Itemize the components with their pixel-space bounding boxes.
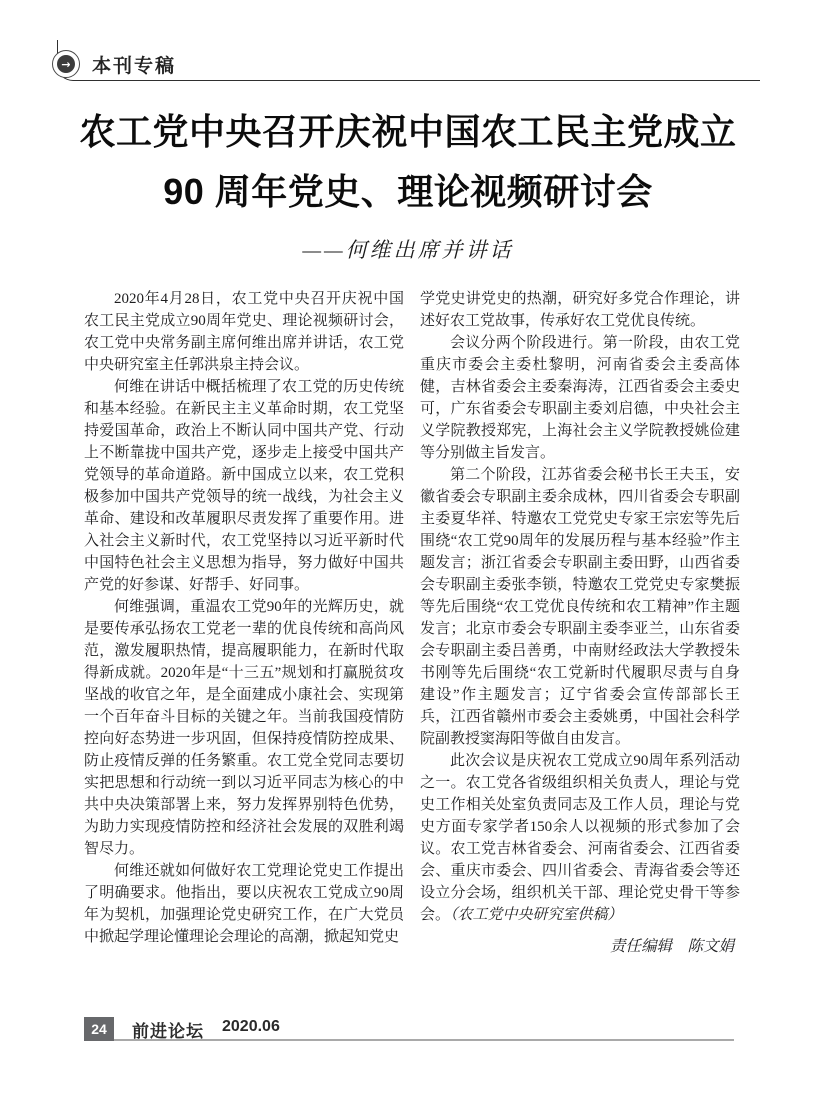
article-subtitle: ——何维出席并讲话 — [302, 238, 514, 262]
paragraph: 何维在讲话中概括梳理了农工党的历史传统和基本经验。在新民主主义革命时期，农工党坚持爱国革命，政治上不断认同中国共产党、行动上不断靠拢中国共产党，逐步走上接受中国共产党领导的革命道路。新中国成立以来，农工党积极参加中国共产党领导的统一战线，为社会主义革命、建设和改革履职尽责发挥了重要作用。进入社会主义新时代，农工党坚持以习近平新时代中国特色社会主义思想为指导，努力做好中国共产党的好参谋、好帮手、好同事。 — [84, 379, 404, 593]
footer-rule — [114, 1039, 734, 1041]
page-number-box — [84, 1017, 114, 1041]
paragraph: 此次会议是庆祝农工党成立90周年系列活动之一。农工党各省级组织相关负责人，理论与党史工作相关处室负责同志及工作人员，理论与党史方面专家学者150余人以视频的形式参加了会议。农工党吉林省委会、河南省委会、江西省委会、重庆市委会、四川省委会、青海省委会等还设立分会场，组织机关干部、理论党史骨干等参会。（农工党中央研究室供稿） — [420, 753, 740, 923]
editor-byline: 责任编辑 陈文娟 — [609, 938, 734, 955]
journal-name: 前进论坛 — [132, 1022, 204, 1041]
contribution-note: （农工党中央研究室供稿） — [450, 907, 623, 923]
paragraph: 何维强调，重温农工党90年的光辉历史，就是要传承弘扬农工党老一辈的优良传统和高尚风范，激发履职热情，提高履职能力，在新时代取得新成就。2020年是“十三五”规划和打赢脱贫攻坚战的收官之年，是全面建成小康社会、实现第一个百年奋斗目标的关键之年。当前我国疫情防控向好态势进一步巩固，但保持疫情防控成果、防止疫情反弹的任务繁重。农工党全党同志要切实把思想和行动统一到以习近平同志为核心的中共中央决策部署上来，努力发挥界别特色优势，为助力实现疫情防控和经济社会发展的双胜利竭智尽力。 — [84, 599, 404, 857]
title-block — [40, 102, 776, 264]
left-column — [84, 288, 404, 1020]
header-bar — [0, 48, 816, 82]
article-title-line1: 农工党中央召开庆祝中国农工民主党成立 — [79, 111, 737, 152]
arrow-right-circle-icon: → — [52, 50, 80, 78]
article-title-line2: 90 周年党史、理论视频研讨会 — [163, 171, 653, 212]
paragraph: 第二个阶段，江苏省委会秘书长王夫玉，安徽省委会专职副主委余成林，四川省委会专职副主委夏华祥、特邀农工党党史专家王宗宏等先后围绕“农工党90周年的发展历程与基本经验”作主题发言；浙江省委会专职副主委田野，山西省委会专职副主委张李锁，特邀农工党党史专家樊振等先后围绕“农工党优良传统和农工精神”作主题发言；北京市委会专职副主委李亚兰，山东省委会专职副主委吕善勇，中南财经政法大学教授朱书刚等先后围绕“农工党新时代履职尽责与自身建设”作主题发言；辽宁省委会宣传部部长王兵，江西省赣州市委会主委姚勇，中国社会科学院副教授窦海阳等做自由发言。 — [420, 467, 740, 747]
section-label: 本刊专稿 — [92, 56, 177, 77]
issue-number: 2020.06 — [222, 1018, 280, 1035]
right-column — [420, 288, 740, 1020]
article-body — [84, 288, 740, 1020]
page-number: 24 — [91, 1021, 107, 1037]
paragraph: 2020年4月28日，农工党中央召开庆祝中国农工民主党成立90周年党史、理论视频研讨会，农工党中央常务副主席何维出席并讲话，农工党中央研究室主任郭洪泉主持会议。 — [84, 291, 404, 373]
paragraph: 何维还就如何做好农工党理论党史工作提出了明确要求。他指出，要以庆祝农工党成立90周年为契机，加强理论党史研究工作，在广大党员中掀起学理论懂理论会理论的高潮，掀起知党史 — [84, 863, 404, 945]
paragraph: 学党史讲党史的热潮，研究好多党合作理论，讲述好农工党故事，传承好农工党优良传统。 — [420, 291, 740, 329]
paragraph: 会议分两个阶段进行。第一阶段，由农工党重庆市委会主委杜黎明，河南省委会主委高体健，吉林省委会主委秦海涛，江西省委会主委史可，广东省委会专职副主委刘启德，中央社会主义学院教授郑宪，上海社会主义学院教授姚俭建等分别做主旨发言。 — [420, 335, 740, 461]
